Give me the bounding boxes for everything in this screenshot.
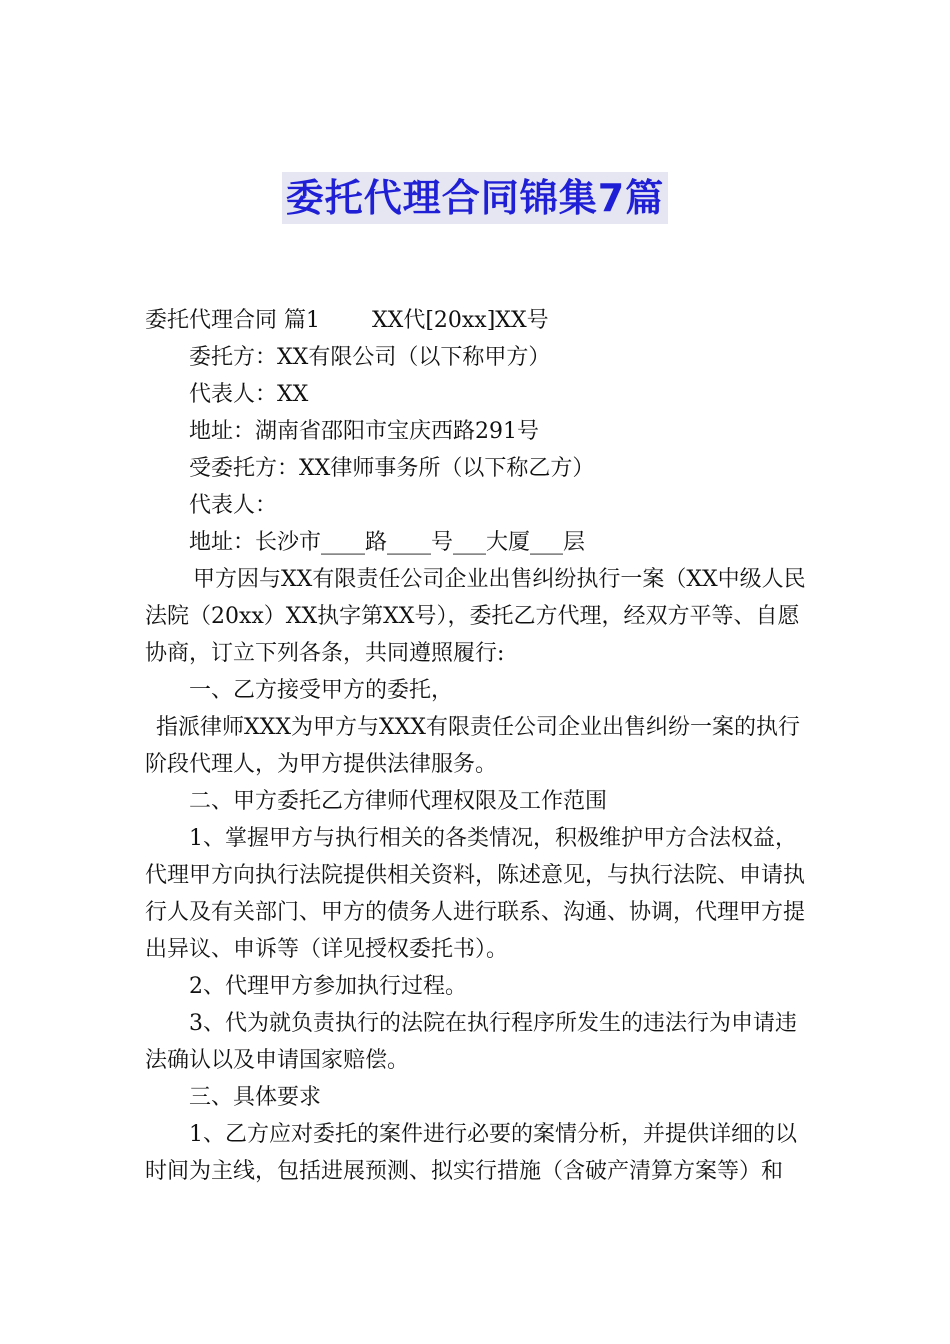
document-title: 委托代理合同锦集7篇 — [282, 172, 668, 224]
paragraph: 1、掌握甲方与执行相关的各类情况，积极维护甲方合法权益，代理甲方向执行法院提供相关资料，陈述意见，与执行法院、申请执行人及有关部门、甲方的债务人进行联系、沟通、协调，代理甲方提出异议、申诉等（详见授权委托书）。 — [145, 826, 806, 962]
paragraph: 二、甲方委托乙方律师代理权限及工作范围 — [189, 789, 608, 814]
paragraph: 受委托方：XX律师事务所（以下称乙方） — [189, 456, 595, 481]
document-body — [145, 302, 807, 1190]
paragraph: 2、代理甲方参加执行过程。 — [189, 974, 467, 999]
paragraph: 代表人：XX — [189, 382, 309, 407]
contract-heading: 委托代理合同 篇1 — [145, 308, 320, 333]
paragraph: 指派律师XXX为甲方与XXX有限责任公司企业出售纠纷一案的执行阶段代理人，为甲方提供法律服务。 — [145, 715, 800, 777]
paragraph: 三、具体要求 — [189, 1085, 322, 1110]
document-title-block — [0, 172, 950, 224]
paragraph: 委托方：XX有限公司（以下称甲方） — [189, 345, 551, 370]
case-number: XX代[20xx]XX号 — [372, 308, 549, 333]
paragraph: 地址：湖南省邵阳市宝庆西路291号 — [189, 419, 539, 444]
paragraph: 甲方因与XX有限责任公司企业出售纠纷执行一案（XX中级人民法院（20xx）XX执字第XX号），委托乙方代理，经双方平等、自愿协商，订立下列各条，共同遵照履行: — [145, 567, 806, 666]
contract-heading-line — [145, 302, 807, 339]
paragraph: 3、代为就负责执行的法院在执行程序所发生的违法行为申请违法确认以及申请国家赔偿。 — [145, 1011, 797, 1073]
paragraph: 一、乙方接受甲方的委托， — [189, 678, 454, 703]
paragraph: 地址：长沙市____路____号___大厦___层 — [189, 530, 586, 555]
paragraph: 代表人： — [189, 493, 278, 518]
paragraph: 1、乙方应对委托的案件进行必要的案情分析，并提供详细的以时间为主线，包括进展预测、拟实行措施（含破产清算方案等）和 — [145, 1122, 797, 1184]
